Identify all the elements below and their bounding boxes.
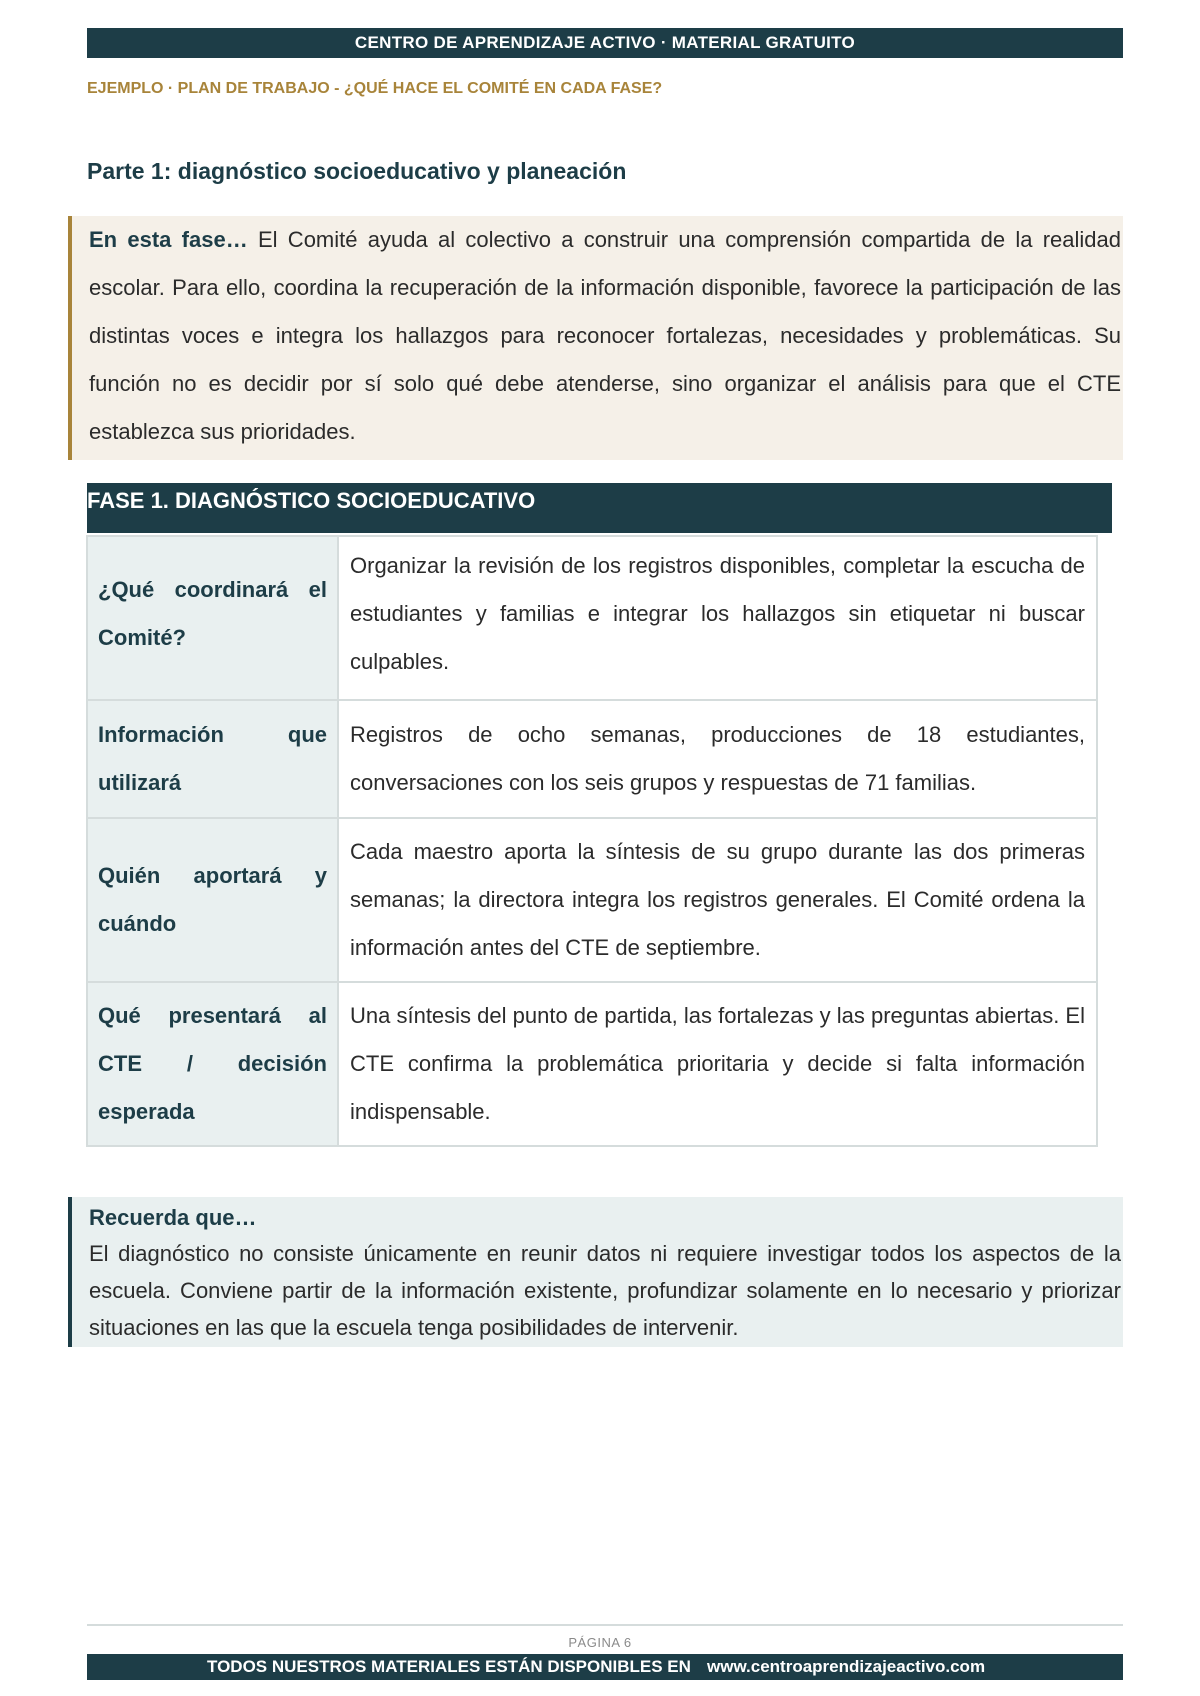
intro-callout (68, 216, 1123, 460)
row-value: Cada maestro aporta la síntesis de su grupo durante las dos primeras semanas; la directora integra los registros generales. El Comité ordena la información antes del CTE de septiembre. (338, 818, 1097, 982)
table-row (87, 818, 1097, 982)
table-row (87, 700, 1097, 818)
phase-table (86, 535, 1098, 1147)
phase-title: FASE 1. DIAGNÓSTICO SOCIOEDUCATIVO (87, 483, 1112, 533)
footer-website-link[interactable]: www.centroaprendizajeactivo.com (707, 1657, 986, 1676)
banner-text: CENTRO DE APRENDIZAJE ACTIVO · MATERIAL GRATUITO (354, 33, 856, 52)
row-value: Una síntesis del punto de partida, las fortalezas y las preguntas abiertas. El CTE confirma la problemática prioritaria y decide si falta información indispensable. (338, 982, 1097, 1146)
intro-paragraph (89, 216, 1121, 456)
section-heading: Parte 1: diagnóstico socioeducativo y planeación (87, 158, 627, 184)
table-row (87, 536, 1097, 700)
row-value: Registros de ocho semanas, producciones de 18 estudiantes, conversaciones con los seis grupos y respuestas de 71 familias. (338, 700, 1097, 818)
row-label: Qué presentará al CTE / decisión esperada (87, 982, 338, 1146)
row-label: ¿Qué coordinará el Comité? (87, 536, 338, 700)
reminder-callout (68, 1197, 1123, 1347)
row-value: Organizar la revisión de los registros disponibles, completar la escucha de estudiantes y familias e integrar los hallazgos sin etiquetar ni buscar culpables. (338, 536, 1097, 700)
intro-body: El Comité ayuda al colectivo a construir una comprensión compartida de la realidad escolar. Para ello, coordina la recuperación de la información disponible, favorece la participación de las distintas voces e integra los hallazgos para reconocer fortalezas, necesidades y problemáticas. Su función no es decidir por sí solo qué debe atenderse, sino organizar el análisis para que el CTE establezca sus prioridades. (89, 227, 1121, 444)
table-row (87, 982, 1097, 1146)
footer-divider (87, 1624, 1123, 1626)
reminder-title: Recuerda que… (89, 1205, 257, 1230)
row-label: Quién aportará y cuándo (87, 818, 338, 982)
document-subtitle: EJEMPLO · PLAN DE TRABAJO - ¿QUÉ HACE EL COMITÉ EN CADA FASE? (87, 80, 663, 97)
reminder-text: El diagnóstico no consiste únicamente en reunir datos ni requiere investigar todos los aspectos de la escuela. Conviene partir de la información existente, profundizar solamente en lo necesario y priorizar situaciones en las que la escuela tenga posibilidades de intervenir. (89, 1241, 1121, 1340)
footer-banner-text: TODOS NUESTROS MATERIALES ESTÁN DISPONIBLES EN (207, 1657, 691, 1676)
bottom-banner (87, 1654, 1123, 1680)
top-banner (87, 28, 1123, 58)
row-label: Información que utilizará (87, 700, 338, 818)
intro-lead: En esta fase… (89, 227, 248, 252)
page-number: PÁGINA 6 (568, 1635, 632, 1650)
